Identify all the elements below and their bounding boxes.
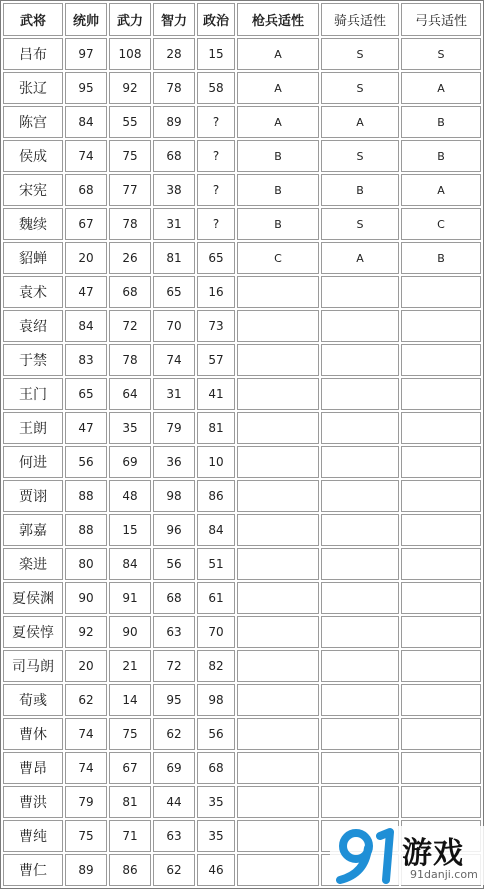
cell-command: 56 bbox=[65, 446, 107, 478]
cell-spear-aptitude bbox=[237, 446, 319, 478]
cell-command: 62 bbox=[65, 684, 107, 716]
header-row bbox=[3, 3, 481, 36]
cell-strength: 48 bbox=[109, 480, 151, 512]
cell-command: 97 bbox=[65, 38, 107, 70]
cell-spear-aptitude: B bbox=[237, 208, 319, 240]
cell-intelligence: 95 bbox=[153, 684, 195, 716]
cell-intelligence: 78 bbox=[153, 72, 195, 104]
header-strength: 武力 bbox=[109, 3, 151, 36]
cell-strength: 67 bbox=[109, 752, 151, 784]
table-row bbox=[3, 650, 481, 682]
header-politics: 政治 bbox=[197, 3, 235, 36]
cell-intelligence: 28 bbox=[153, 38, 195, 70]
cell-cavalry-aptitude: S bbox=[321, 140, 399, 172]
header-general: 武将 bbox=[3, 3, 63, 36]
site-watermark-logo bbox=[330, 826, 500, 885]
cell-cavalry-aptitude bbox=[321, 548, 399, 580]
cell-spear-aptitude bbox=[237, 548, 319, 580]
cell-general: 曹休 bbox=[3, 718, 63, 750]
cell-strength: 75 bbox=[109, 140, 151, 172]
table-row bbox=[3, 242, 481, 274]
cell-archer-aptitude: B bbox=[401, 140, 481, 172]
cell-command: 20 bbox=[65, 650, 107, 682]
cell-cavalry-aptitude bbox=[321, 718, 399, 750]
cell-command: 67 bbox=[65, 208, 107, 240]
cell-archer-aptitude bbox=[401, 344, 481, 376]
cell-cavalry-aptitude bbox=[321, 650, 399, 682]
cell-intelligence: 96 bbox=[153, 514, 195, 546]
table-row bbox=[3, 480, 481, 512]
cell-archer-aptitude: A bbox=[401, 72, 481, 104]
cell-politics: 41 bbox=[197, 378, 235, 410]
header-spear-aptitude: 枪兵适性 bbox=[237, 3, 319, 36]
cell-general: 陈宫 bbox=[3, 106, 63, 138]
cell-command: 84 bbox=[65, 106, 107, 138]
table-row bbox=[3, 344, 481, 376]
cell-command: 89 bbox=[65, 854, 107, 886]
cell-general: 夏侯渊 bbox=[3, 582, 63, 614]
cell-archer-aptitude: B bbox=[401, 242, 481, 274]
cell-politics: 61 bbox=[197, 582, 235, 614]
cell-cavalry-aptitude bbox=[321, 480, 399, 512]
cell-cavalry-aptitude bbox=[321, 752, 399, 784]
cell-general: 侯成 bbox=[3, 140, 63, 172]
cell-spear-aptitude bbox=[237, 650, 319, 682]
cell-archer-aptitude: S bbox=[401, 38, 481, 70]
cell-command: 65 bbox=[65, 378, 107, 410]
cell-cavalry-aptitude: S bbox=[321, 208, 399, 240]
cell-strength: 64 bbox=[109, 378, 151, 410]
cell-intelligence: 38 bbox=[153, 174, 195, 206]
cell-spear-aptitude: B bbox=[237, 140, 319, 172]
table-row bbox=[3, 208, 481, 240]
cell-intelligence: 81 bbox=[153, 242, 195, 274]
cell-intelligence: 79 bbox=[153, 412, 195, 444]
cell-intelligence: 65 bbox=[153, 276, 195, 308]
cell-strength: 68 bbox=[109, 276, 151, 308]
cell-general: 郭嘉 bbox=[3, 514, 63, 546]
cell-strength: 78 bbox=[109, 344, 151, 376]
cell-general: 袁绍 bbox=[3, 310, 63, 342]
cell-general: 貂蝉 bbox=[3, 242, 63, 274]
table-row bbox=[3, 310, 481, 342]
cell-cavalry-aptitude: A bbox=[321, 242, 399, 274]
table-row bbox=[3, 174, 481, 206]
cell-intelligence: 70 bbox=[153, 310, 195, 342]
cell-cavalry-aptitude bbox=[321, 616, 399, 648]
cell-intelligence: 31 bbox=[153, 208, 195, 240]
logo-text: 游戏 bbox=[402, 836, 464, 871]
cell-strength: 75 bbox=[109, 718, 151, 750]
cell-politics: 46 bbox=[197, 854, 235, 886]
cell-command: 47 bbox=[65, 412, 107, 444]
cell-intelligence: 72 bbox=[153, 650, 195, 682]
cell-strength: 81 bbox=[109, 786, 151, 818]
cell-spear-aptitude: A bbox=[237, 72, 319, 104]
cell-archer-aptitude bbox=[401, 548, 481, 580]
cell-strength: 21 bbox=[109, 650, 151, 682]
cell-command: 84 bbox=[65, 310, 107, 342]
cell-general: 夏侯惇 bbox=[3, 616, 63, 648]
cell-spear-aptitude: B bbox=[237, 174, 319, 206]
table-row bbox=[3, 582, 481, 614]
cell-archer-aptitude bbox=[401, 446, 481, 478]
table-row bbox=[3, 276, 481, 308]
cell-politics: 82 bbox=[197, 650, 235, 682]
cell-cavalry-aptitude: S bbox=[321, 72, 399, 104]
cell-strength: 14 bbox=[109, 684, 151, 716]
cell-politics: 56 bbox=[197, 718, 235, 750]
cell-intelligence: 56 bbox=[153, 548, 195, 580]
cell-politics: 84 bbox=[197, 514, 235, 546]
cell-cavalry-aptitude bbox=[321, 276, 399, 308]
cell-spear-aptitude bbox=[237, 514, 319, 546]
cell-politics: 73 bbox=[197, 310, 235, 342]
cell-spear-aptitude bbox=[237, 616, 319, 648]
table-row bbox=[3, 38, 481, 70]
cell-archer-aptitude bbox=[401, 616, 481, 648]
header-command: 统帅 bbox=[65, 3, 107, 36]
table-row bbox=[3, 616, 481, 648]
cell-politics: 15 bbox=[197, 38, 235, 70]
cell-politics: 81 bbox=[197, 412, 235, 444]
cell-politics: 16 bbox=[197, 276, 235, 308]
cell-intelligence: 62 bbox=[153, 718, 195, 750]
table-row bbox=[3, 684, 481, 716]
cell-spear-aptitude bbox=[237, 344, 319, 376]
cell-general: 司马朗 bbox=[3, 650, 63, 682]
cell-cavalry-aptitude bbox=[321, 310, 399, 342]
cell-spear-aptitude bbox=[237, 786, 319, 818]
cell-command: 92 bbox=[65, 616, 107, 648]
cell-command: 47 bbox=[65, 276, 107, 308]
cell-politics: 51 bbox=[197, 548, 235, 580]
cell-strength: 91 bbox=[109, 582, 151, 614]
cell-archer-aptitude bbox=[401, 752, 481, 784]
cell-intelligence: 68 bbox=[153, 140, 195, 172]
cell-intelligence: 31 bbox=[153, 378, 195, 410]
cell-archer-aptitude bbox=[401, 412, 481, 444]
logo-91-mark bbox=[334, 826, 400, 884]
cell-general: 荀彧 bbox=[3, 684, 63, 716]
cell-spear-aptitude bbox=[237, 854, 319, 886]
table-row bbox=[3, 514, 481, 546]
cell-archer-aptitude bbox=[401, 718, 481, 750]
table-row bbox=[3, 140, 481, 172]
cell-strength: 55 bbox=[109, 106, 151, 138]
cell-general: 宋宪 bbox=[3, 174, 63, 206]
cell-spear-aptitude bbox=[237, 820, 319, 852]
cell-cavalry-aptitude bbox=[321, 344, 399, 376]
cell-command: 90 bbox=[65, 582, 107, 614]
table-row bbox=[3, 106, 481, 138]
cell-command: 80 bbox=[65, 548, 107, 580]
cell-archer-aptitude bbox=[401, 480, 481, 512]
cell-general: 曹昂 bbox=[3, 752, 63, 784]
cell-cavalry-aptitude bbox=[321, 446, 399, 478]
header-cavalry-aptitude: 骑兵适性 bbox=[321, 3, 399, 36]
cell-command: 95 bbox=[65, 72, 107, 104]
cell-command: 74 bbox=[65, 752, 107, 784]
cell-strength: 15 bbox=[109, 514, 151, 546]
cell-spear-aptitude bbox=[237, 718, 319, 750]
cell-general: 于禁 bbox=[3, 344, 63, 376]
cell-general: 魏续 bbox=[3, 208, 63, 240]
cell-archer-aptitude: B bbox=[401, 106, 481, 138]
cell-archer-aptitude bbox=[401, 650, 481, 682]
cell-intelligence: 63 bbox=[153, 820, 195, 852]
table-row bbox=[3, 786, 481, 818]
cell-strength: 90 bbox=[109, 616, 151, 648]
cell-intelligence: 68 bbox=[153, 582, 195, 614]
cell-general: 曹洪 bbox=[3, 786, 63, 818]
cell-strength: 78 bbox=[109, 208, 151, 240]
cell-cavalry-aptitude: S bbox=[321, 38, 399, 70]
cell-politics: 35 bbox=[197, 820, 235, 852]
cell-spear-aptitude bbox=[237, 412, 319, 444]
table-row bbox=[3, 718, 481, 750]
cell-politics: 10 bbox=[197, 446, 235, 478]
table-row bbox=[3, 412, 481, 444]
cell-strength: 71 bbox=[109, 820, 151, 852]
cell-command: 68 bbox=[65, 174, 107, 206]
table-row bbox=[3, 446, 481, 478]
cell-politics: ? bbox=[197, 208, 235, 240]
cell-strength: 35 bbox=[109, 412, 151, 444]
cell-command: 88 bbox=[65, 514, 107, 546]
cell-archer-aptitude: A bbox=[401, 174, 481, 206]
cell-general: 曹仁 bbox=[3, 854, 63, 886]
cell-politics: ? bbox=[197, 106, 235, 138]
cell-command: 74 bbox=[65, 718, 107, 750]
table-row bbox=[3, 378, 481, 410]
cell-general: 贾诩 bbox=[3, 480, 63, 512]
cell-politics: 35 bbox=[197, 786, 235, 818]
cell-intelligence: 98 bbox=[153, 480, 195, 512]
cell-politics: 98 bbox=[197, 684, 235, 716]
table-row bbox=[3, 72, 481, 104]
header-archer-aptitude: 弓兵适性 bbox=[401, 3, 481, 36]
cell-intelligence: 63 bbox=[153, 616, 195, 648]
cell-strength: 72 bbox=[109, 310, 151, 342]
cell-politics: 57 bbox=[197, 344, 235, 376]
cell-cavalry-aptitude: B bbox=[321, 174, 399, 206]
cell-cavalry-aptitude bbox=[321, 412, 399, 444]
cell-intelligence: 44 bbox=[153, 786, 195, 818]
cell-archer-aptitude bbox=[401, 684, 481, 716]
table-row bbox=[3, 548, 481, 580]
cell-cavalry-aptitude: A bbox=[321, 106, 399, 138]
cell-intelligence: 89 bbox=[153, 106, 195, 138]
cell-politics: 65 bbox=[197, 242, 235, 274]
cell-spear-aptitude bbox=[237, 276, 319, 308]
cell-command: 74 bbox=[65, 140, 107, 172]
cell-intelligence: 69 bbox=[153, 752, 195, 784]
cell-general: 张辽 bbox=[3, 72, 63, 104]
cell-politics: 86 bbox=[197, 480, 235, 512]
cell-intelligence: 74 bbox=[153, 344, 195, 376]
cell-cavalry-aptitude bbox=[321, 786, 399, 818]
cell-command: 75 bbox=[65, 820, 107, 852]
cell-spear-aptitude: C bbox=[237, 242, 319, 274]
cell-strength: 108 bbox=[109, 38, 151, 70]
table-row bbox=[3, 752, 481, 784]
cell-intelligence: 62 bbox=[153, 854, 195, 886]
cell-general: 吕布 bbox=[3, 38, 63, 70]
cell-general: 曹纯 bbox=[3, 820, 63, 852]
cell-spear-aptitude bbox=[237, 582, 319, 614]
cell-archer-aptitude bbox=[401, 582, 481, 614]
cell-politics: 70 bbox=[197, 616, 235, 648]
cell-cavalry-aptitude bbox=[321, 378, 399, 410]
cell-command: 79 bbox=[65, 786, 107, 818]
header-intelligence: 智力 bbox=[153, 3, 195, 36]
cell-cavalry-aptitude bbox=[321, 582, 399, 614]
cell-spear-aptitude: A bbox=[237, 38, 319, 70]
cell-strength: 77 bbox=[109, 174, 151, 206]
cell-general: 袁术 bbox=[3, 276, 63, 308]
cell-archer-aptitude bbox=[401, 786, 481, 818]
cell-spear-aptitude: A bbox=[237, 106, 319, 138]
cell-spear-aptitude bbox=[237, 480, 319, 512]
cell-command: 20 bbox=[65, 242, 107, 274]
cell-spear-aptitude bbox=[237, 378, 319, 410]
cell-spear-aptitude bbox=[237, 752, 319, 784]
cell-politics: ? bbox=[197, 140, 235, 172]
cell-archer-aptitude bbox=[401, 378, 481, 410]
cell-strength: 84 bbox=[109, 548, 151, 580]
cell-archer-aptitude bbox=[401, 514, 481, 546]
cell-cavalry-aptitude bbox=[321, 684, 399, 716]
cell-strength: 26 bbox=[109, 242, 151, 274]
cell-command: 88 bbox=[65, 480, 107, 512]
logo-url: 91danji.com bbox=[410, 868, 478, 881]
cell-politics: 68 bbox=[197, 752, 235, 784]
cell-politics: ? bbox=[197, 174, 235, 206]
cell-general: 王门 bbox=[3, 378, 63, 410]
cell-intelligence: 36 bbox=[153, 446, 195, 478]
cell-politics: 58 bbox=[197, 72, 235, 104]
cell-strength: 92 bbox=[109, 72, 151, 104]
cell-spear-aptitude bbox=[237, 310, 319, 342]
cell-archer-aptitude: C bbox=[401, 208, 481, 240]
cell-cavalry-aptitude bbox=[321, 514, 399, 546]
cell-command: 83 bbox=[65, 344, 107, 376]
cell-strength: 69 bbox=[109, 446, 151, 478]
cell-strength: 86 bbox=[109, 854, 151, 886]
cell-archer-aptitude bbox=[401, 310, 481, 342]
cell-general: 楽进 bbox=[3, 548, 63, 580]
cell-spear-aptitude bbox=[237, 684, 319, 716]
cell-general: 王朗 bbox=[3, 412, 63, 444]
cell-general: 何进 bbox=[3, 446, 63, 478]
cell-archer-aptitude bbox=[401, 276, 481, 308]
